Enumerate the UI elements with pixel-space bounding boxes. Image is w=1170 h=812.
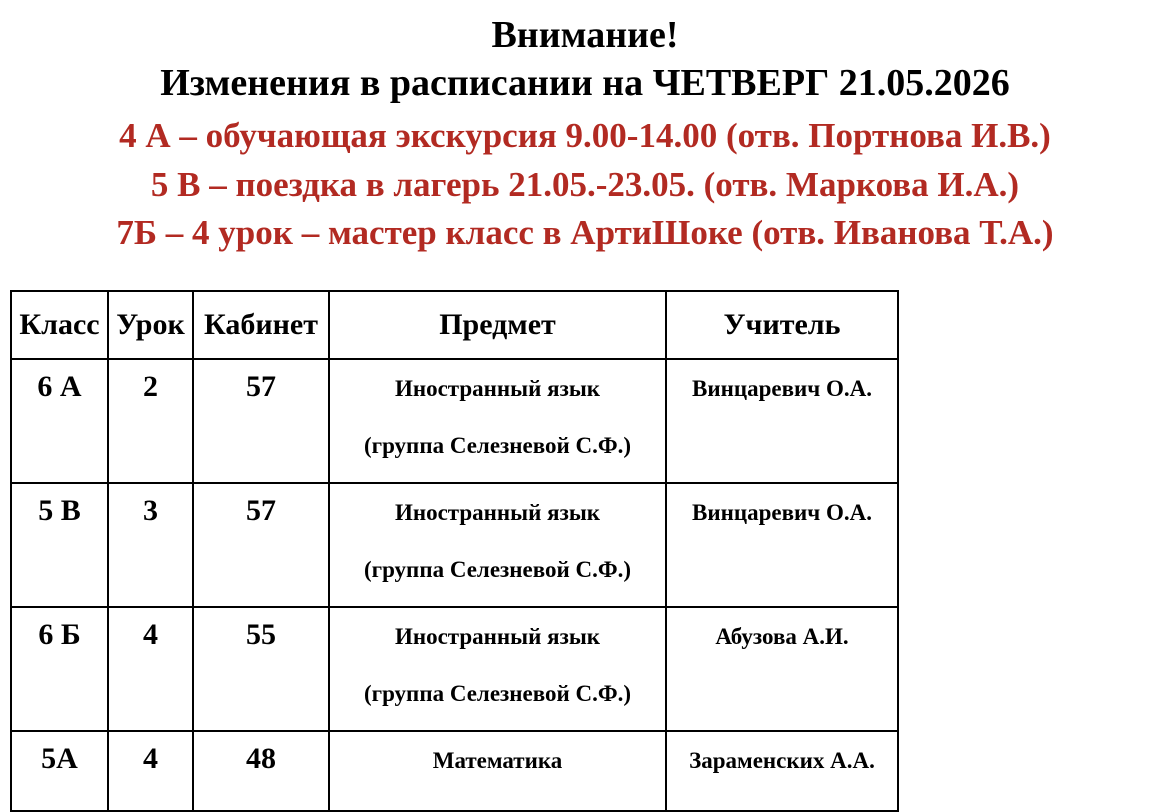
header-teacher: Учитель [666, 291, 898, 359]
cell-teacher: Абузова А.И. [666, 607, 898, 731]
cell-subject [329, 731, 666, 811]
cell-room: 48 [193, 731, 329, 811]
cell-room: 57 [193, 483, 329, 607]
cell-lesson: 2 [108, 359, 193, 483]
cell-lesson: 4 [108, 607, 193, 731]
cell-teacher: Винцаревич О.А. [666, 359, 898, 483]
cell-subject [329, 483, 666, 607]
cell-room: 55 [193, 607, 329, 731]
table-row [11, 607, 898, 731]
notice-line: 5 В – поездка в лагерь 21.05.-23.05. (отв. Маркова И.А.) [150, 165, 1020, 204]
cell-lesson: 3 [108, 483, 193, 607]
schedule-table [10, 290, 899, 812]
cell-class: 6 А [11, 359, 108, 483]
cell-class: 6 Б [11, 607, 108, 731]
cell-teacher: Винцаревич О.А. [666, 483, 898, 607]
subject-note: (группа Селезневой С.Ф.) [363, 433, 632, 458]
cell-teacher: Зараменских А.А. [666, 731, 898, 811]
header-room: Кабинет [193, 291, 329, 359]
table-header-row [11, 291, 898, 359]
subject-name: Математика [432, 748, 563, 773]
subject-name: Иностранный язык [394, 376, 601, 401]
cell-lesson: 4 [108, 731, 193, 811]
schedule-change-heading: Изменения в расписании на ЧЕТВЕРГ 21.05.2026 [160, 62, 1010, 104]
subject-name: Иностранный язык [394, 624, 601, 649]
table-row [11, 359, 898, 483]
header-lesson: Урок [108, 291, 193, 359]
cell-subject [329, 607, 666, 731]
cell-room: 57 [193, 359, 329, 483]
attention-title: Внимание! [491, 14, 679, 56]
subject-note: (группа Селезневой С.Ф.) [363, 557, 632, 582]
table-row [11, 731, 898, 811]
cell-class: 5 В [11, 483, 108, 607]
header-subject: Предмет [329, 291, 666, 359]
cell-class: 5А [11, 731, 108, 811]
cell-subject [329, 359, 666, 483]
notice-line: 7Б – 4 урок – мастер класс в АртиШоке (отв. Иванова Т.А.) [116, 213, 1054, 252]
subject-name: Иностранный язык [394, 500, 601, 525]
subject-note: (группа Селезневой С.Ф.) [363, 681, 632, 706]
notice-line: 4 А – обучающая экскурсия 9.00-14.00 (отв. Портнова И.В.) [119, 116, 1051, 155]
table-row [11, 483, 898, 607]
header-class: Класс [11, 291, 108, 359]
